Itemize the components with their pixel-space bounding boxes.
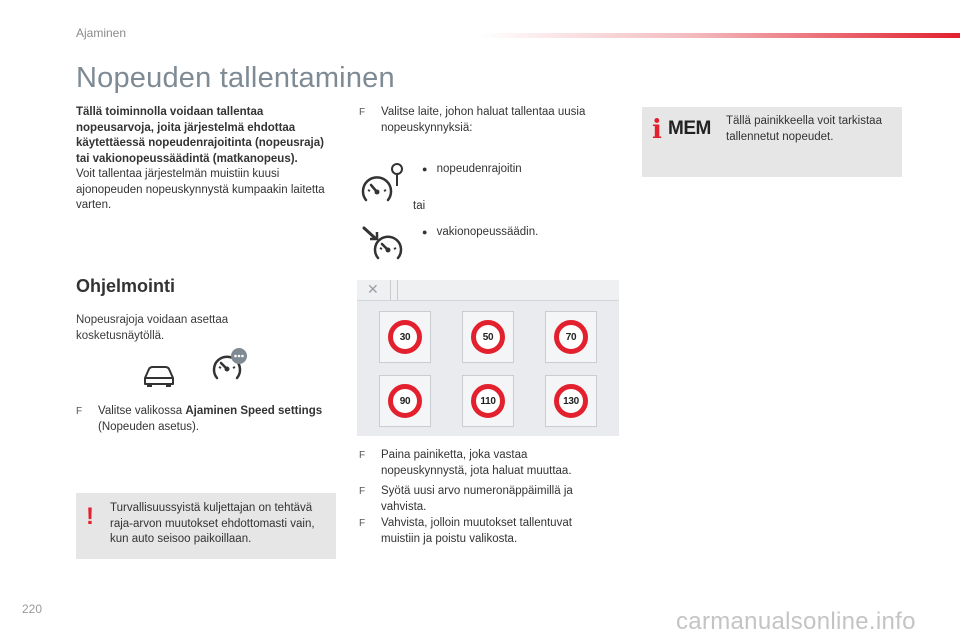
menu-path: Ajaminen Speed settings: [185, 405, 323, 417]
header-rule: [480, 33, 960, 38]
info-text: Tällä painikkeella voit tarkistaa tallennetut nopeudet.: [726, 115, 882, 143]
speed-tile-110[interactable]: [462, 375, 514, 427]
car-icon: [141, 362, 177, 393]
warning-text: Turvallisuussyistä kuljettajan on tehtävä raja-arvon muutokset ehdottomasti vain, kun auto seisoo paikoillaan.: [110, 502, 315, 545]
bullet-dot-icon: ●: [422, 227, 428, 237]
programming-text: Nopeusrajoja voidaan asettaa kosketusnäytöllä.: [76, 314, 229, 342]
intro-paragraph: [76, 105, 336, 214]
step-confirm: F Vahvista, jolloin muutokset tallentuvat muistiin ja poistu valikosta.: [359, 517, 572, 545]
speed-sign: 50: [471, 320, 505, 354]
watermark: carmanualsonline.info: [676, 608, 916, 635]
bullet-dot-icon: ●: [422, 164, 428, 174]
or-text: tai: [413, 200, 426, 212]
speed-sign: 110: [471, 384, 505, 418]
warning-icon: !: [86, 503, 94, 530]
step-select-threshold: F Paina painiketta, joka vastaa nopeuskynnystä, jota haluat muuttaa.: [359, 449, 572, 477]
programming-step: F Valitse valikossa Ajaminen Speed settings (Nopeuden asetus).: [76, 405, 323, 433]
speedometer-settings-icon: [210, 345, 250, 390]
option-limiter: ● nopeudenrajoitin: [422, 163, 522, 175]
programming-heading: Ohjelmointi: [76, 276, 175, 296]
speed-sign: 90: [388, 384, 422, 418]
section-label: Ajaminen: [76, 26, 127, 40]
mem-button-label: MEM: [668, 118, 711, 139]
close-icon[interactable]: ✕: [367, 281, 379, 297]
panel-toolbar: [357, 280, 619, 301]
speed-tile-90[interactable]: [379, 375, 431, 427]
info-icon: i: [652, 115, 662, 145]
info-box: [642, 107, 902, 177]
page-number: 220: [22, 602, 43, 616]
speed-tile-70[interactable]: [545, 311, 597, 363]
bullet-arrow-icon: F: [359, 450, 366, 461]
speed-sign: 70: [554, 320, 588, 354]
warning-box: [76, 493, 336, 559]
option-cruise: ● vakionopeussäädin.: [422, 226, 539, 238]
speed-sign: 30: [388, 320, 422, 354]
cruise-control-icon: [360, 224, 408, 269]
step-enter-value: F Syötä uusi arvo numeronäppäimillä ja vahvista.: [359, 485, 573, 513]
bullet-arrow-icon: F: [359, 486, 366, 497]
speed-sign: 130: [554, 384, 588, 418]
toolbar-divider: [390, 280, 391, 300]
speed-limiter-icon: [360, 162, 408, 213]
speed-tile-130[interactable]: [545, 375, 597, 427]
speed-tile-50[interactable]: [462, 311, 514, 363]
toolbar-divider: [397, 280, 398, 300]
bullet-arrow-icon: F: [76, 406, 83, 417]
page-title: Nopeuden tallentaminen: [76, 62, 395, 94]
speed-memory-panel: [357, 280, 619, 436]
bullet-arrow-icon: F: [359, 518, 366, 529]
bullet-arrow-icon: F: [359, 107, 366, 118]
speed-tile-30[interactable]: [379, 311, 431, 363]
intro-bold: Tällä toiminnolla voidaan tallentaa nopeusarvoja, joita järjestelmä ehdottaa käytettäessä nopeudenrajoitinta (nopeusraja) tai vakionopeussäädintä (matkanopeus).: [76, 106, 324, 165]
intro-text: Voit tallentaa järjestelmän muistiin kuusi ajonopeuden nopeuskynnystä kumpaakin laitetta varten.: [76, 168, 325, 211]
device-select-instruction: F Valitse laite, johon haluat tallentaa uusia nopeuskynnyksiä:: [359, 106, 586, 134]
